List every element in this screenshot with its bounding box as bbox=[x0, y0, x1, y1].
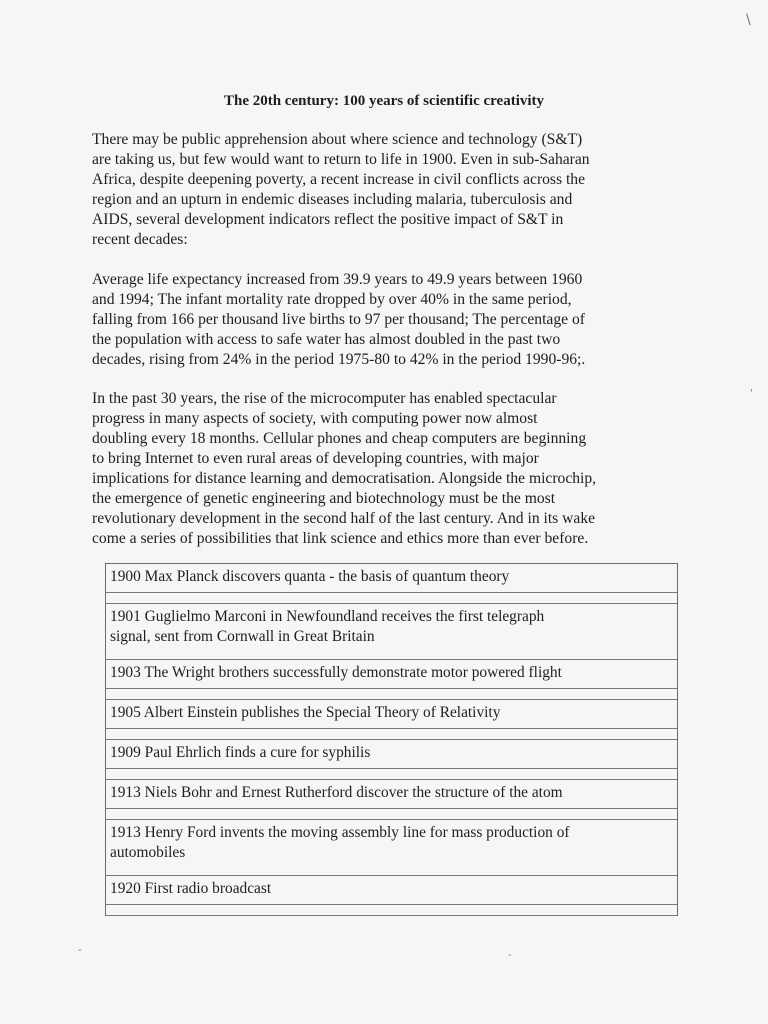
timeline-row bbox=[106, 820, 677, 876]
timeline-entry: 1913 Henry Ford invents the moving assembly line for mass production of bbox=[110, 824, 570, 841]
timeline-row bbox=[106, 876, 677, 905]
text-line: implications for distance learning and democratisation. Alongside the microchip, bbox=[92, 470, 597, 487]
text-line: are taking us, but few would want to return to life in 1900. Even in sub-Saharan bbox=[92, 151, 590, 168]
row-spacer bbox=[106, 593, 677, 604]
timeline-entry: 1920 First radio broadcast bbox=[110, 880, 272, 897]
timeline-row bbox=[106, 740, 677, 769]
text-line: recent decades: bbox=[92, 231, 188, 248]
timeline-row bbox=[106, 604, 677, 660]
scan-speck-icon: - bbox=[78, 945, 82, 956]
text-line: to bring Internet to even rural areas of developing countries, with major bbox=[92, 450, 539, 467]
timeline-row bbox=[106, 660, 677, 689]
row-spacer bbox=[106, 729, 677, 740]
microcomputer-paragraph bbox=[92, 389, 692, 549]
text-line: and 1994; The infant mortality rate dropped by over 40% in the same period, bbox=[92, 291, 572, 308]
timeline-entry-continued: signal, sent from Cornwall in Great Britain bbox=[110, 628, 375, 645]
timeline-entry: 1900 Max Planck discovers quanta - the basis of quantum theory bbox=[110, 568, 510, 585]
text-line: come a series of possibilities that link science and ethics more than ever before. bbox=[92, 530, 589, 547]
timeline-table bbox=[105, 563, 678, 916]
text-line: Average life expectancy increased from 39.9 years to 49.9 years between 1960 bbox=[92, 271, 583, 288]
timeline-entry: 1903 The Wright brothers successfully demonstrate motor powered flight bbox=[110, 664, 562, 681]
timeline-entry: 1913 Niels Bohr and Ernest Rutherford discover the structure of the atom bbox=[110, 784, 563, 801]
row-spacer bbox=[106, 809, 677, 820]
text-line: the emergence of genetic engineering and biotechnology must be the most bbox=[92, 490, 556, 507]
text-line: Africa, despite deepening poverty, a recent increase in civil conflicts across the bbox=[92, 171, 586, 188]
text-line: falling from 166 per thousand live births to 97 per thousand; The percentage of bbox=[92, 311, 585, 328]
text-line: decades, rising from 24% in the period 1975-80 to 42% in the period 1990-96;. bbox=[92, 351, 586, 368]
timeline-entry: 1905 Albert Einstein publishes the Special Theory of Relativity bbox=[110, 704, 501, 721]
scan-speck-icon: ' bbox=[750, 388, 753, 399]
text-line: revolutionary development in the second half of the last century. And in its wake bbox=[92, 510, 596, 527]
scan-speck-icon: - bbox=[508, 950, 512, 961]
text-line: doubling every 18 months. Cellular phones and cheap computers are beginning bbox=[92, 430, 587, 447]
timeline-row bbox=[106, 780, 677, 809]
scan-speck-icon: \ bbox=[746, 12, 751, 28]
indicators-paragraph bbox=[92, 270, 692, 370]
row-spacer bbox=[106, 769, 677, 780]
text-line: region and an upturn in endemic diseases including malaria, tuberculosis and bbox=[92, 191, 573, 208]
text-line: progress in many aspects of society, with computing power now almost bbox=[92, 410, 538, 427]
timeline-entry: 1901 Guglielmo Marconi in Newfoundland receives the first telegraph bbox=[110, 608, 545, 625]
timeline-entry: 1909 Paul Ehrlich finds a cure for syphilis bbox=[110, 744, 371, 761]
text-line: In the past 30 years, the rise of the microcomputer has enabled spectacular bbox=[92, 390, 557, 407]
text-line: AIDS, several development indicators reflect the positive impact of S&T in bbox=[92, 211, 564, 228]
timeline-entry-continued: automobiles bbox=[110, 844, 186, 861]
timeline-row bbox=[106, 700, 677, 729]
row-spacer bbox=[106, 905, 677, 916]
page-title: The 20th century: 100 years of scientific creativity bbox=[223, 93, 545, 109]
text-line: There may be public apprehension about where science and technology (S&T) bbox=[92, 131, 583, 148]
text-line: the population with access to safe water has almost doubled in the past two bbox=[92, 331, 561, 348]
intro-paragraph bbox=[92, 130, 692, 250]
row-spacer bbox=[106, 689, 677, 700]
timeline-row bbox=[106, 564, 677, 593]
